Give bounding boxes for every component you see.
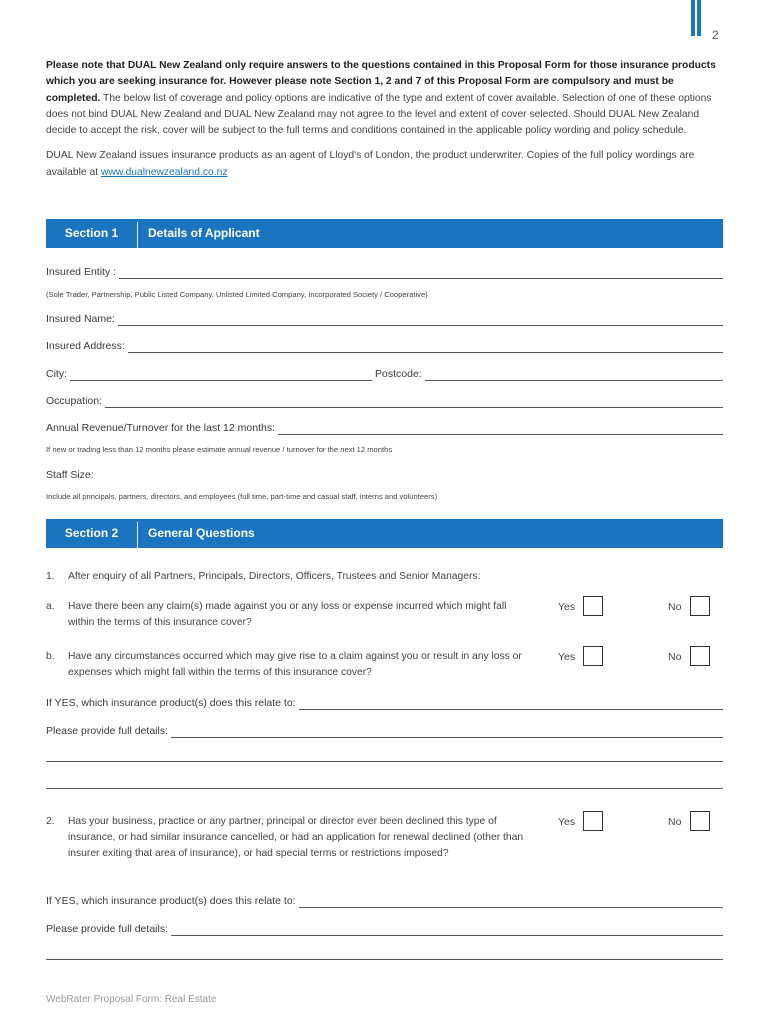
- qb-text: Have any circumstances occurred which may give rise to a claim against you or result in any loss or expenses which might fall within the terms of this insurance cover?: [68, 651, 522, 678]
- staff-label: Staff Size:: [46, 469, 94, 481]
- city-line[interactable]: [70, 370, 372, 381]
- insured-name-line[interactable]: [118, 315, 723, 326]
- section2-number: Section 2: [64, 526, 119, 540]
- postcode-field[interactable]: [375, 367, 723, 381]
- qa-yes-label: Yes: [558, 601, 576, 613]
- qa-yes-checkbox[interactable]: [583, 596, 603, 616]
- section2-divider: [137, 522, 138, 548]
- details-extra-line-1[interactable]: [46, 761, 723, 762]
- decor-bar-1: [691, 0, 695, 36]
- q2-no-label: No: [668, 816, 682, 828]
- details-label-2: Please provide full details:: [46, 923, 168, 935]
- insured-entity-field[interactable]: [46, 265, 723, 279]
- footer-text: WebRater Proposal Form: Real Estate: [46, 994, 217, 1005]
- intro-text: [46, 58, 724, 181]
- if-yes-label-1: If YES, which insurance product(s) does this relate to:: [46, 697, 296, 709]
- q2-no-checkbox[interactable]: [690, 811, 710, 831]
- if-yes-field-2[interactable]: [46, 894, 723, 908]
- intro-bold: Please note that DUAL New Zealand only require answers to the questions contained in this Proposal Form for those insurance products which you are seeking insurance for. However please note Section 1, 2 and 7 of this Proposal Form are compulsory and must be completed.: [46, 60, 716, 104]
- revenue-note: If new or trading less than 12 months please estimate annual revenue / turnover for the next 12 months: [46, 445, 393, 454]
- qb-no-checkbox[interactable]: [690, 646, 710, 666]
- city-field[interactable]: [46, 367, 372, 381]
- revenue-label: Annual Revenue/Turnover for the last 12 months:: [46, 422, 275, 434]
- qb-number: b.: [46, 651, 55, 662]
- insured-address-label: Insured Address:: [46, 340, 125, 352]
- insured-name-label: Insured Name:: [46, 313, 115, 325]
- q2-number: 2.: [46, 816, 55, 827]
- qa-no-label: No: [668, 601, 682, 613]
- q2-yes-checkbox[interactable]: [583, 811, 603, 831]
- decor-bar-2: [697, 0, 701, 36]
- section1-divider: [137, 222, 138, 248]
- q1-text: After enquiry of all Partners, Principals, Directors, Officers, Trustees and Senior Managers:: [68, 571, 481, 582]
- qa-text: Have there been any claim(s) made against you or any loss or expense incurred which might fall within the terms of this insurance cover?: [68, 601, 507, 628]
- postcode-line[interactable]: [425, 370, 723, 381]
- details-line-1[interactable]: [171, 727, 723, 738]
- section1-title: Details of Applicant: [148, 226, 260, 240]
- if-yes-field-1[interactable]: [46, 696, 723, 710]
- entity-note: (Sole Trader, Partnership, Public Listed Company, Unlisted Limited Company, Incorporated Society / Cooperative): [46, 290, 428, 299]
- details-line-2[interactable]: [171, 925, 723, 936]
- website-link[interactable]: www.dualnewzealand.co.nz: [100, 166, 228, 178]
- occupation-field[interactable]: [46, 394, 723, 408]
- details-field-1[interactable]: [46, 724, 723, 738]
- if-yes-label-2: If YES, which insurance product(s) does this relate to:: [46, 895, 296, 907]
- staff-field[interactable]: [46, 468, 723, 482]
- occupation-label: Occupation:: [46, 395, 103, 407]
- q2-yes-label: Yes: [558, 816, 576, 828]
- postcode-label: Postcode:: [375, 368, 422, 380]
- intro-paragraph-1: [46, 58, 724, 139]
- page-number: 2: [712, 28, 719, 42]
- qb-yes-checkbox[interactable]: [583, 646, 603, 666]
- details-field-2[interactable]: [46, 922, 723, 936]
- intro-normal: The below list of coverage and policy options are indicative of the type and extent of cover available. Selection of one of these options does not bind DUAL New Zealand and DUAL New Zealand may not agree to the level and extent of cover selected. Should DUAL New Zealand decide to accept the risk, cover will be subject to the full terms and conditions contained in the applicable policy wording and policy schedule.: [46, 92, 712, 137]
- section1-number: Section 1: [64, 226, 119, 240]
- intro-paragraph-2: [46, 148, 724, 181]
- intro-para2: DUAL New Zealand issues insurance products as an agent of Lloyd's of London, the product underwriter. Copies of the full policy wordings are available at: [46, 150, 695, 178]
- q1-number: 1.: [46, 571, 55, 582]
- insured-entity-line[interactable]: [119, 268, 723, 279]
- revenue-line[interactable]: [278, 424, 723, 435]
- qb-yes-label: Yes: [558, 651, 576, 663]
- details-extra-line-2[interactable]: [46, 788, 723, 789]
- city-label: City:: [46, 368, 67, 380]
- staff-line: [97, 472, 723, 482]
- details-label-1: Please provide full details:: [46, 725, 168, 737]
- section2-title: General Questions: [148, 526, 255, 540]
- insured-address-field[interactable]: [46, 339, 723, 353]
- occupation-line[interactable]: [105, 397, 723, 408]
- insured-entity-label: Insured Entity :: [46, 266, 117, 278]
- details-extra-line-3[interactable]: [46, 959, 723, 960]
- insured-address-line[interactable]: [128, 342, 723, 353]
- section2-header: [46, 519, 723, 548]
- section1-header: [46, 219, 723, 248]
- staff-note: Include all principals, partners, directors, and employees (full time, part-time and casual staff, interns and volunteers): [46, 492, 438, 501]
- insured-name-field[interactable]: [46, 312, 723, 326]
- qb-no-label: No: [668, 651, 682, 663]
- qa-number: a.: [46, 601, 55, 612]
- qa-no-checkbox[interactable]: [690, 596, 710, 616]
- if-yes-line-1[interactable]: [299, 699, 723, 710]
- revenue-field[interactable]: [46, 421, 723, 435]
- if-yes-line-2[interactable]: [299, 897, 723, 908]
- q2-text: Has your business, practice or any partner, principal or director ever been declined this type of insurance, or had similar insurance cancelled, or had an application for renewal declined (other than insurer exiting that area of insurance), or had special terms or restrictions imposed?: [68, 816, 524, 859]
